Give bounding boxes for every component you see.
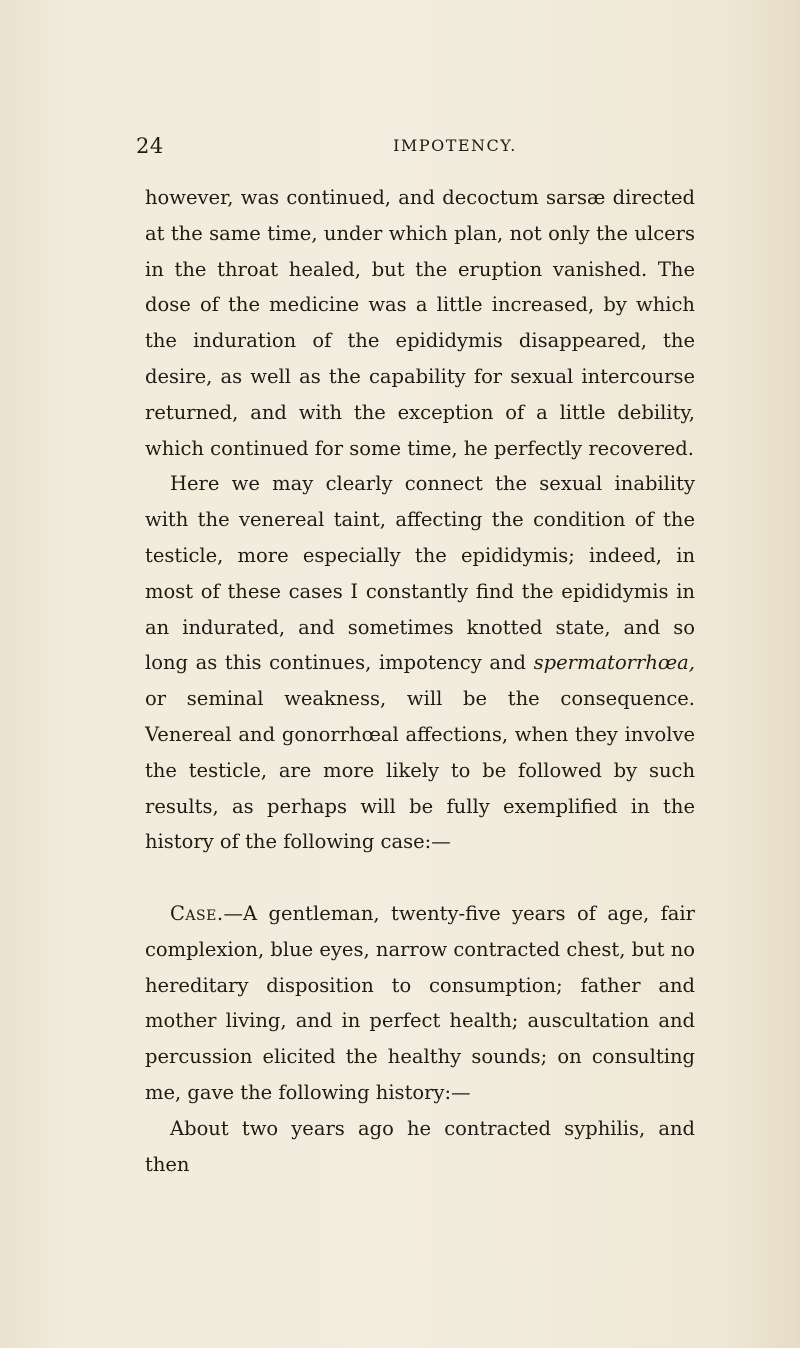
paragraph-text-part: or seminal weakness, will be the consequence. Venereal and gonorrhœal affections, when they involve the testicle, are more likely to be followed by such results, as perhaps will be fully exemplified in the history of the following case:— [145,687,695,854]
case-label: Case. [170,901,224,925]
case-text: —A gentleman, twenty-five years of age, fair complexion, blue eyes, narrow contracted chest, but no hereditary disposition to consumption; father and mother living, and in perfect health; auscultation and percussion elicited the healthy sounds; on consulting me, gave the following history:— [145,901,695,1104]
paragraph-case [145,896,695,1111]
paragraph-text-part: Here we may clearly connect the sexual inability with the venereal taint, affecting the condition of the testicle, more especially the epididymis; indeed, in most of these cases I constantly find the epididymis in an indurated, and sometimes knotted state, and so long as this continues, impotency and [145,472,695,675]
body-text [145,180,695,1182]
italic-term: spermatorrhœa, [533,651,695,675]
paragraph-last: About two years ago he contracted syphilis, and then [145,1116,695,1176]
paragraph-venereal-taint [145,466,695,860]
page-number: 24 [136,134,164,158]
page-header [136,134,684,160]
paragraph-continuation: however, was continued, and decoctum sarsæ directed at the same time, under which plan, not only the ulcers in the throat healed, but the eruption vanished. The dose of the medicine was a little increased, by which the induration of the epididymis disappeared, the desire, as well as the capability for sexual intercourse returned, and with the exception of a little debility, which continued for some time, he perfectly recovered. [145,186,695,460]
running-head: IMPOTENCY. [393,136,517,155]
